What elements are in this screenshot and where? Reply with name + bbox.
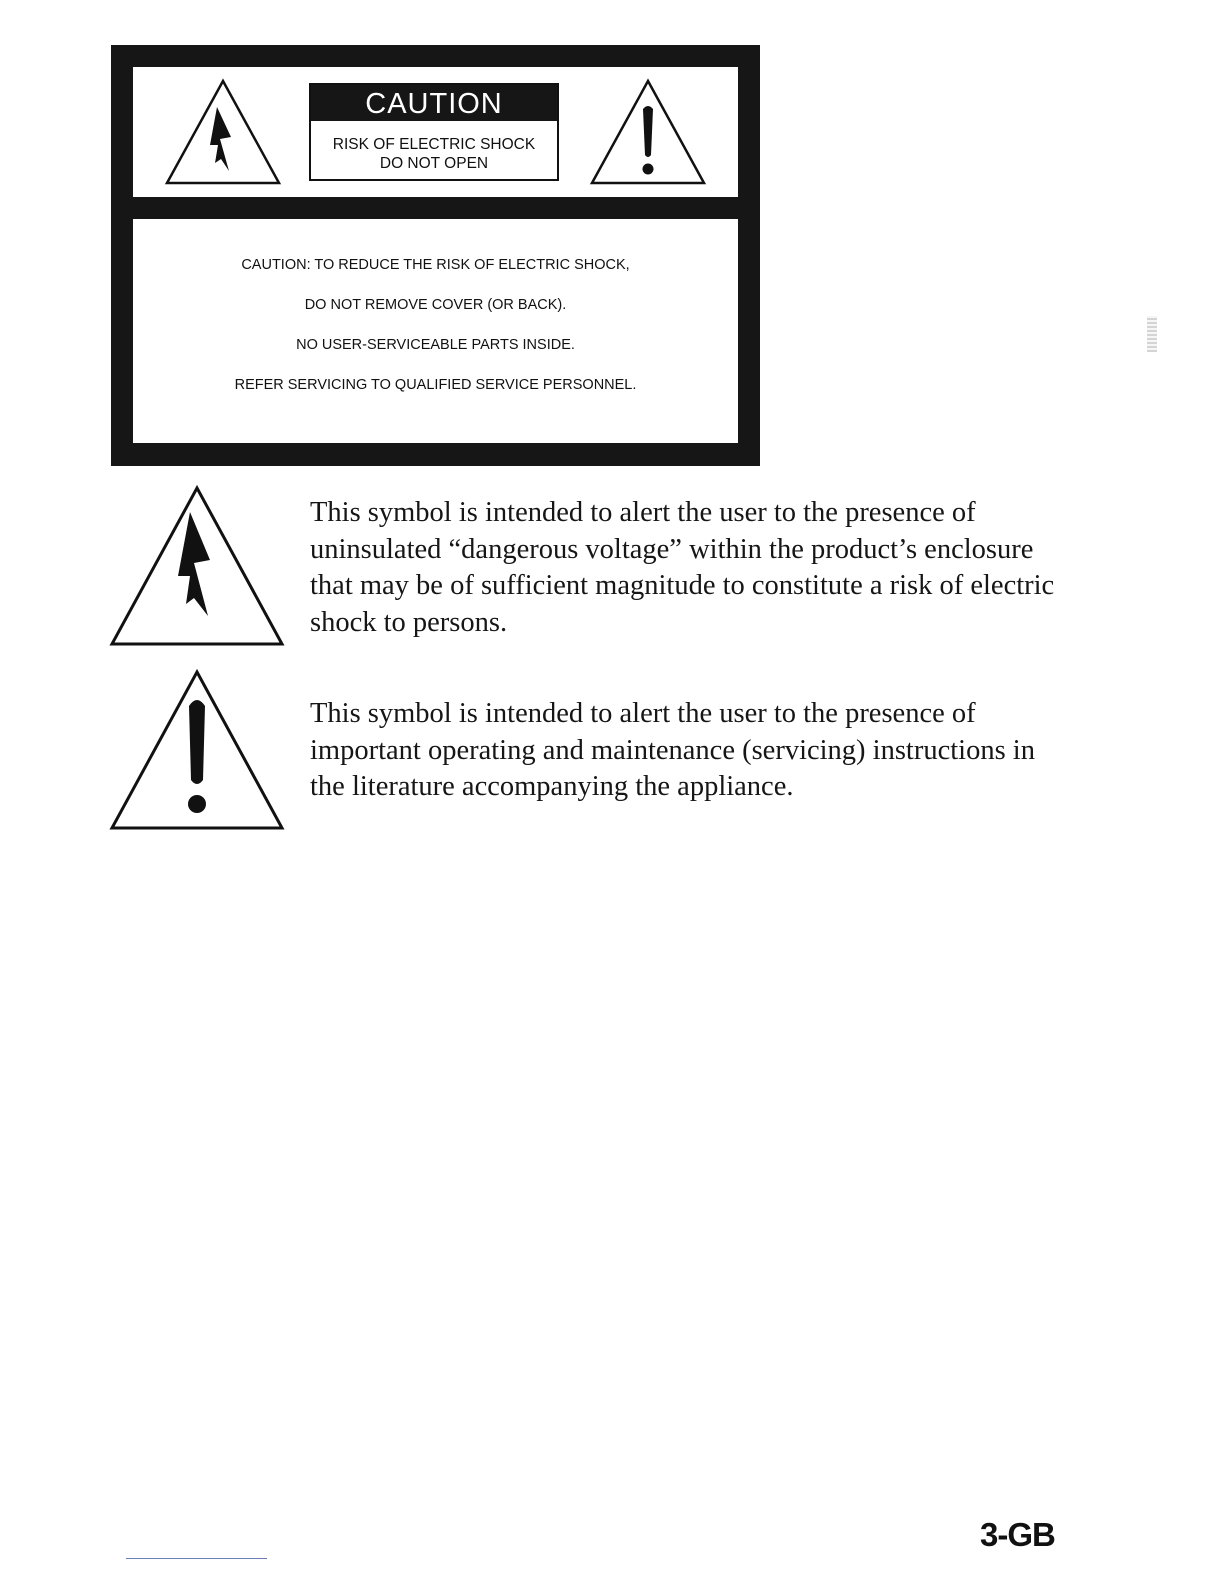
warning-line: REFER SERVICING TO QUALIFIED SERVICE PERSONNEL. <box>234 377 637 393</box>
caution-heading: CAUTION <box>311 85 557 121</box>
footer-rule <box>126 1558 267 1559</box>
caution-label <box>111 45 760 466</box>
scan-artifact <box>1147 316 1157 352</box>
exclamation-symbol-description <box>310 696 1100 806</box>
lightning-bolt-warning-icon <box>163 77 283 187</box>
caution-label-top-panel <box>133 67 738 197</box>
lightning-bolt-warning-icon <box>108 484 286 648</box>
description-line: important operating and maintenance (servicing) instructions in <box>310 734 1035 766</box>
warning-line: DO NOT REMOVE COVER (OR BACK). <box>304 297 567 313</box>
exclamation-warning-icon <box>108 668 286 832</box>
caution-sub-line: RISK OF ELECTRIC SHOCK <box>332 136 536 153</box>
caution-label-bottom-panel <box>133 219 738 443</box>
description-line: uninsulated “dangerous voltage” within the product’s enclosure <box>310 533 1034 565</box>
description-line: This symbol is intended to alert the user to the presence of <box>310 497 976 528</box>
caution-subtext <box>311 135 557 173</box>
lightning-symbol-description <box>310 495 1100 642</box>
description-line: that may be of sufficient magnitude to constitute a risk of electric <box>310 570 1055 602</box>
caution-box <box>309 83 559 181</box>
description-line: shock to persons. <box>310 607 508 639</box>
warning-text-block <box>133 255 738 415</box>
caution-sub-line: DO NOT OPEN <box>379 155 489 172</box>
description-line: the literature accompanying the appliance. <box>310 771 794 803</box>
exclamation-warning-icon <box>588 77 708 187</box>
description-line: This symbol is intended to alert the user to the presence of <box>310 698 976 729</box>
warning-line: NO USER-SERVICEABLE PARTS INSIDE. <box>296 337 575 353</box>
page-number: 3-GB <box>980 1516 1055 1553</box>
warning-line: CAUTION: TO REDUCE THE RISK OF ELECTRIC SHOCK, <box>241 257 630 273</box>
